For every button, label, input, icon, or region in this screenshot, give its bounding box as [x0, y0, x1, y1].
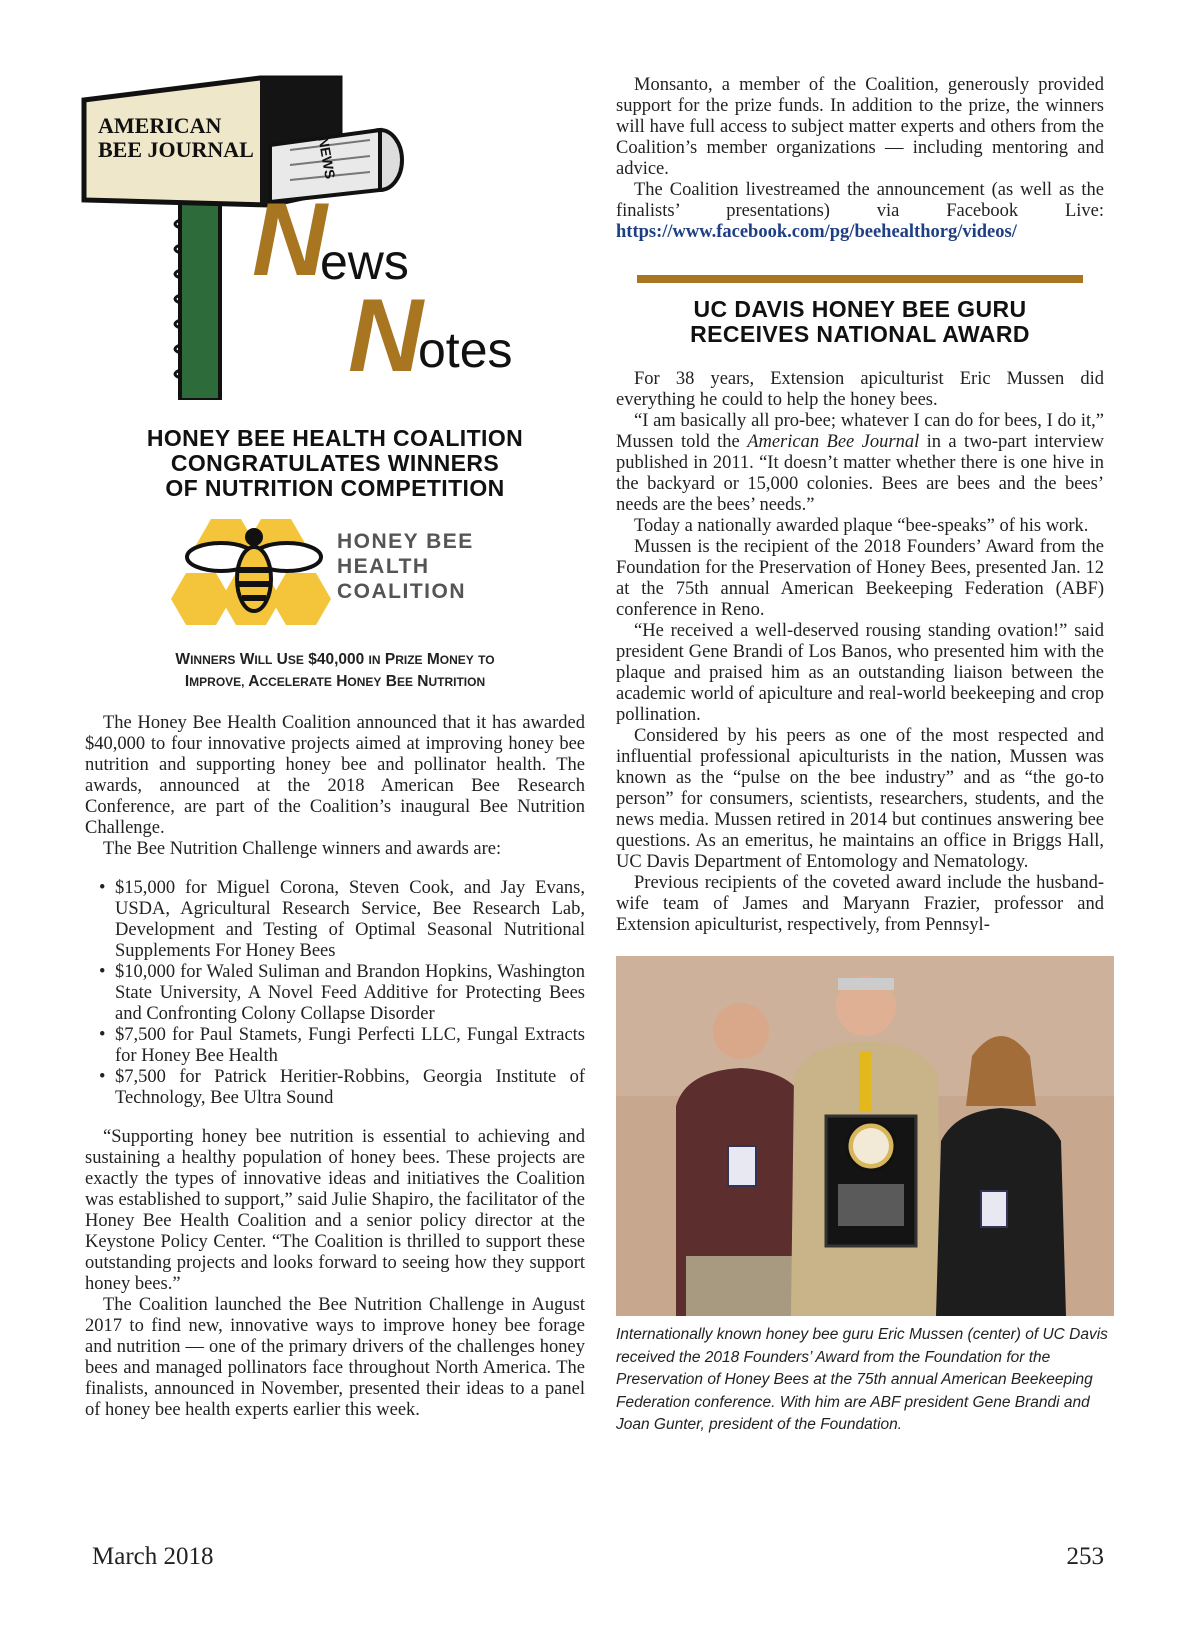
subhead-word: USE: [276, 651, 304, 668]
subhead-word: $40,000: [308, 651, 365, 668]
journal-name: AMERICAN BEE JOURNAL: [98, 113, 254, 162]
body-paragraph: “He received a well-deserved rousing standing ovation!” said president Gene Brandi of Los Banos, who presented him with the plaque and praised him as an outstanding liaison between the academic world of apiculture and real-world beekeeping and crop pollination.: [616, 621, 1104, 725]
masthead-logo: AMERICAN BEE JOURNAL NEWS N ews N otes: [80, 70, 550, 400]
subhead-word: PRIZE: [384, 651, 423, 668]
subhead-word: HONEY: [336, 673, 382, 690]
body-paragraph: For 38 years, Extension apiculturist Eric Mussen did everything he could to help the honey bees.: [616, 369, 1104, 410]
list-item: • $7,500 for Paul Stamets, Fungi Perfecti LLC, Fungal Extracts for Honey Bee Health: [115, 1025, 585, 1067]
subhead-word: IN: [368, 653, 381, 667]
subhead-word: TO: [478, 653, 495, 667]
list-item: • $15,000 for Miguel Corona, Steven Cook, and Jay Evans, USDA, Agricultural Research Service, Bee Research Lab, Development and Testing of Optimal Seasonal Nutritional Supplements For Honey Bees: [115, 878, 585, 962]
body-paragraph: The Coalition launched the Bee Nutrition Challenge in August 2017 to find new, innovative ways to improve honey bee forage and nutrition — one of the primary drivers of the challenges honey bees and managed pollinators face throughout North America. The finalists, announced in November, presented their ideas to a panel of honey bee health experts earlier this week.: [85, 1295, 585, 1420]
list-item: • $10,000 for Waled Suliman and Brandon Hopkins, Washington State University, A Novel Feed Additive for Protecting Bees and Confronting Colony Collapse Disorder: [115, 962, 585, 1025]
body-paragraph: Today a nationally awarded plaque “bee-speaks” of his work.: [634, 516, 1089, 536]
subhead-word: ACCELERATE: [248, 673, 332, 690]
section-divider: [637, 275, 1083, 283]
subhead-line-2: [85, 671, 585, 693]
body-paragraph: Previous recipients of the coveted award include the husband-wife team of James and Maryann Frazier, professor and Extension apiculturist, respectively, from Pennsyl-: [616, 873, 1104, 935]
body-paragraph: Monsanto, a member of the Coalition, generously provided support for the prize funds. In addition to the prize, the winners will have full access to subject matter experts and others from the Coalition’s member organizations — including mentoring and advice.: [616, 75, 1104, 179]
subhead-word: NUTRITION: [417, 673, 486, 690]
article-subhead: [85, 649, 585, 693]
facebook-videos-link[interactable]: https://www.facebook.com/pg/beehealthorg/videos/: [616, 222, 1017, 242]
winners-list: [85, 878, 585, 1109]
subhead-line-1: [85, 649, 585, 671]
body-paragraph: “I am basically all pro-bee; whatever I can do for bees, I do it,” Mussen told the American Bee Journal in a two-part interview published in 2011. “It doesn’t matter whether there is one hive in the backyard or 15,000 colonies. Bees are bees and the bees’ needs are the bees’ needs.”: [616, 411, 1105, 515]
award-photo: [616, 956, 1114, 1316]
subhead-word: MONEY: [426, 651, 474, 668]
body-paragraph: “Supporting honey bee nutrition is essential to achieving and sustaining a healthy population of honey bees. These projects are exactly the types of innovative ideas and initiatives the Coalition was established to support,” said Julie Shapiro, the facilitator of the Honey Bee Health Coalition and a senior policy director at the Keystone Policy Center. “The Coalition is thrilled to support these outstanding projects and looks forward to seeing how they support honey bees.”: [85, 1127, 585, 1294]
issue-date: March 2018: [92, 1543, 214, 1570]
right-column: [616, 75, 1108, 1437]
bee-honeycomb-icon: [171, 515, 331, 627]
body-paragraph: Considered by his peers as one of the most respected and influential professional apiculturists in the nation, Mussen was known as the “pulse on the bee industry” and as “the go-to person” for consumers, scientists, researchers, students, and the news media. Mussen retired in 2014 but continues answering bee questions. As an emeritus, he maintains an office in Briggs Hall, UC Davis Department of Entomology and Nematology.: [616, 726, 1104, 872]
subhead-word: WILL: [239, 651, 273, 668]
subhead-word: BEE: [385, 673, 413, 690]
left-article: [85, 426, 585, 1421]
award-photo-illustration: [616, 956, 1114, 1316]
photo-caption: Internationally known honey bee guru Eric Mussen (center) of UC Davis received the 2018 Founders’ Award from the Foundation for the Preservation of Honey Bees at the 75th annual American Beekeeping Federation conference. With him are ABF president Gene Brandi and Joan Gunter, president of the Foundation.: [616, 1326, 1108, 1433]
body-paragraph: The Honey Bee Health Coalition announced that it has awarded $40,000 to four innovative projects aimed at improving honey bee nutrition and supporting honey bee and pollinator health. The awards, announced at the 2018 American Bee Research Conference, are part of the Coalition’s inaugural Bee Nutrition Challenge.: [85, 713, 585, 838]
subhead-word: WINNERS: [175, 651, 236, 668]
honey-bee-health-coalition-logo: [85, 515, 585, 627]
coalition-wordmark: HONEY BEE HEALTH COALITION: [337, 530, 474, 603]
page-number: 253: [1066, 1543, 1104, 1570]
subhead-word: IMPROVE,: [184, 673, 245, 690]
body-paragraph: The Bee Nutrition Challenge winners and awards are:: [103, 839, 502, 859]
body-paragraph: Mussen is the recipient of the 2018 Founders’ Award from the Foundation for the Preservation of Honey Bees, presented Jan. 12 at the 75th annual American Beekeeping Federation (ABF) conference in Reno.: [616, 537, 1104, 620]
article-headline: UC DAVIS HONEY BEE GURU RECEIVES NATIONAL AWARD: [690, 296, 1030, 347]
body-paragraph: The Coalition livestreamed the announcement (as well as the finalists’ presentations) via Facebook Live: https://www.facebook.com/pg/beehealthorg/videos/: [616, 180, 1104, 242]
list-item: • $7,500 for Patrick Heritier-Robbins, Georgia Institute of Technology, Bee Ultra Sound: [115, 1067, 585, 1109]
article-headline: HONEY BEE HEALTH COALITION CONGRATULATES WINNERS OF NUTRITION COMPETITION: [146, 425, 524, 501]
newspaper-label: NEWS: [315, 135, 339, 181]
